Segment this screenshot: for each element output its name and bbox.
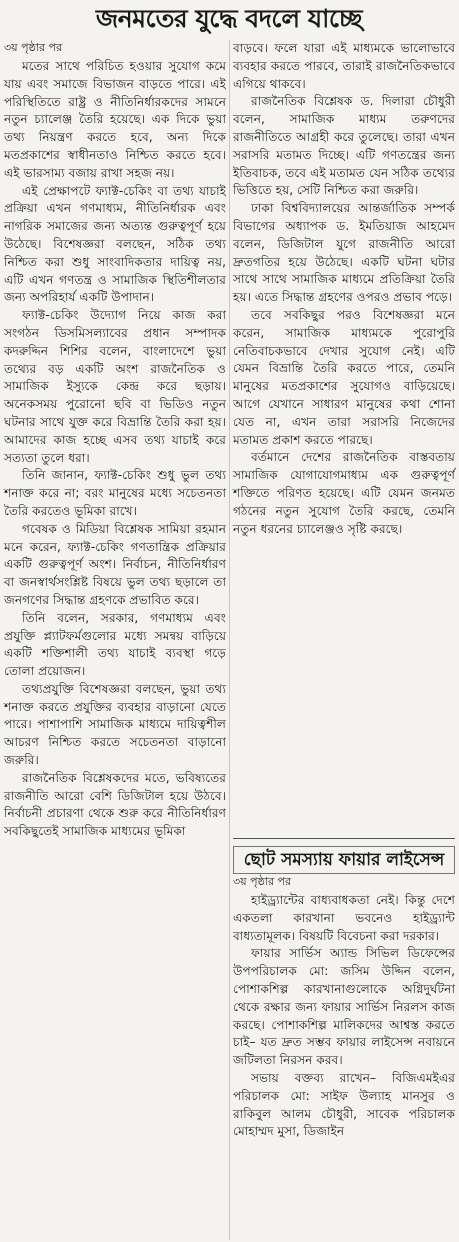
main-article-left-column [4,40,226,841]
main-headline: জনমতের যুদ্ধে বদলে যাচ্ছে [95,4,363,33]
article-paragraph: রাজনৈতিক বিশ্লেষকদের মতে, ভবিষ্যতের রাজনীতি আরো বেশি ডিজিটাল হয়ে উঠবে। নির্বাচনী প্রচারণা থেকে শুরু করে নীতিনির্ধারণ সবকিছুতেই সামাজিক মাধ্যমের ভূমিকা [4,770,226,839]
article-paragraph: হাইড্র্যান্টের বাধ্যবাধকতা নেই। কিন্তু দেশে একতলা কারখানা ভবনেও হাইড্র্যান্ট বাধ্যতামূলক। বিষয়টি বিবেচনা করা দরকার। [233,893,455,943]
article-paragraph: এই প্রেক্ষাপটে ফ্যাক্ট-চেকিং বা তথ্য যাচাই প্রক্রিয়া এখন গণমাধ্যম, নীতিনির্ধারক এবং নাগরিক সমাজের জন্য অত্যন্ত গুরুত্বপূর্ণ হয়ে উঠেছে। বিশেষজ্ঞরা বলছেন, সঠিক তথ্য নিশ্চিত করা শুধু সাংবাদিকতার দায়িত্ব নয়, এটি এখন গণতন্ত্র ও সামাজিক স্থিতিশীলতার জন্য অপরিহার্য একটি উপাদান। [4,183,226,305]
article-paragraph: সভায় বক্তব্য রাখেন– বিজিএমইএর পরিচালক মো: সাইফ উল্যাহ মানসুর ও রাকিবুল আলম চৌধুরী, সাবেক পরিচালক মোহাম্মদ মুসা, ডিজাইন [233,1070,455,1139]
article-paragraph: তিনি জানান, ফ্যাক্ট-চেকিং শুধু ভুল তথ্য শনাক্ত করে না; বরং মানুষের মধ্যে সচেতনতা তৈরি করতেও ভূমিকা রাখে। [4,468,226,518]
jump-note: ৩য় পৃষ্ঠার পর [233,875,292,888]
article-paragraph: তবে সবকিছুর পরও বিশেষজ্ঞরা মনে করেন, সামাজিক মাধ্যমকে পুরোপুরি নেতিবাচকভাবে দেখার সুযোগ নেই। এটি যেমন বিভ্রান্তি তৈরি করতে পারে, তেমনি মানুষের মতপ্রকাশের সুযোগও বাড়িয়েছে। আগে যেখানে সাধারণ মানুষের কথা শোনা যেত না, এখন তারা সরাসরি নিজেদের মতামত প্রকাশ করতে পারছে। [233,307,455,447]
section-divider [233,838,455,839]
main-article-right-column [233,40,455,538]
article-paragraph: ফায়ার সার্ভিস অ্যান্ড সিভিল ডিফেন্সের উপপরিচালক মো: জসিম উদ্দিন বলেন, পোশাকশিল্প কারখানাগুলোকে অগ্নিদুর্ঘটনা থেকে রক্ষার জন্য ফায়ার সার্ভিস নিরলস কাজ করছে। পোশাকশিল্প মালিকদের আশ্বস্ত করতে চাই– যত দ্রুত সম্ভব ফায়ার লাইসেন্স নবায়নে জটিলতা নিরসন করব। [233,946,455,1068]
article-paragraph: রাজনৈতিক বিশ্লেষক ড. দিলারা চৌধুরী বলেন, সামাজিক মাধ্যম তরুণদের রাজনীতিতে আগ্রহী করে তুলেছে। তারা এখন সরাসরি মতামত দিচ্ছে। এটি গণতন্ত্রের জন্য ইতিবাচক, তবে এই মতামত যেন সঠিক তথ্যের ভিত্তিতে হয়, সেটি নিশ্চিত করা জরুরি। [233,94,455,198]
article-paragraph: বর্তমানে দেশের রাজনৈতিক বাস্তবতায় সামাজিক যোগাযোগমাধ্যম এক গুরুত্বপূর্ণ শক্তিতে পরিণত হয়েছে। এটি যেমন জনমত গঠনের নতুন সুযোগ তৈরি করছে, তেমনি নতুন ধরনের চ্যালেঞ্জও সৃষ্টি করছে। [233,450,455,536]
article-paragraph: গবেষক ও মিডিয়া বিশ্লেষক সামিয়া রহমান মনে করেন, ফ্যাক্ট-চেকিং গণতান্ত্রিক প্রক্রিয়ার একটি গুরুত্বপূর্ণ অংশ। নির্বাচন, নীতিনির্ধারণ বা জনস্বার্থসংশ্লিষ্ট বিষয়ে ভুল তথ্য ছড়ালে তা জনগণের সিদ্ধান্ত গ্রহণকে প্রভাবিত করে। [4,521,226,607]
article-paragraph: মতের সাথে পরিচিত হওয়ার সুযোগ কমে যায় এবং সমাজে বিভাজন বাড়তে পারে। এই পরিস্থিতিতে রাষ্ট্র ও নীতিনির্ধারকদের সামনে নতুন চ্যালেঞ্জ তৈরি হয়েছে। এক দিকে ভুয়া তথ্য নিয়ন্ত্রণ করতে হবে, অন্য দিকে মতপ্রকাশের স্বাধীনতাও নিশ্চিত করতে হবে। এই ভারসাম্য বজায় রাখা সহজ নয়। [4,59,226,180]
second-headline: ছোট সমস্যায় ফায়ার লাইসেন্স [233,846,455,874]
article-paragraph: তথ্যপ্রযুক্তি বিশেষজ্ঞরা বলছেন, ভুয়া তথ্য শনাক্ত করতে প্রযুক্তির ব্যবহার বাড়ানো যেতে পারে। পাশাপাশি সামাজিক মাধ্যমে দায়িত্বশীল আচরণ নিশ্চিত করতে সচেতনতা বাড়ানো জরুরি। [4,681,226,768]
article-paragraph: ফ্যাক্ট-চেকিং উদ্যোগ নিয়ে কাজ করা সংগঠন ডিসমিসল্যাবের প্রধান সম্পাদক কদরুদ্দিন শিশির বলেন, বাংলাদেশে ভুয়া তথ্যের বড় একটি অংশ রাজনৈতিক ও সামাজিক ইস্যুকে কেন্দ্র করে ছড়ায়। অনেকসময় পুরোনো ছবি বা ভিডিও নতুন ঘটনার সাথে যুক্ত করে বিভ্রান্তি তৈরি করা হয়। আমাদের কাজ হচ্ছে এসব তথ্য যাচাই করে সত্যতা তুলে ধরা। [4,308,226,465]
article-paragraph: তিনি বলেন, সরকার, গণমাধ্যম এবং প্রযুক্তি প্ল্যাটফর্মগুলোর মধ্যে সমন্বয় বাড়িয়ে একটি শক্তিশালী তথ্য যাচাই ব্যবস্থা গড়ে তোলা প্রয়োজন। [4,610,226,679]
second-article-column [233,874,455,1141]
article-paragraph: বাড়বে। ফলে যারা এই মাধ্যমকে ভালোভাবে ব্যবহার করতে পারবে, তারাই রাজনৈতিকভাবে এগিয়ে থাকবে। [233,41,455,91]
jump-note: ৩য় পৃষ্ঠার পর [4,41,63,54]
article-paragraph: ঢাকা বিশ্ববিদ্যালয়ের আন্তর্জাতিক সম্পর্ক বিভাগের অধ্যাপক ড. ইমতিয়াজ আহমেদ বলেন, ডিজিটাল যুগে রাজনীতি আরো দ্রুতগতির হয়ে উঠেছে। একটি ঘটনা ঘটার সাথে সাথে সামাজিক মাধ্যমে প্রতিক্রিয়া তৈরি হয়। এতে সিদ্ধান্ত গ্রহণের ওপরও প্রভাব পড়ে। [233,201,455,305]
column-rule [229,40,230,1240]
